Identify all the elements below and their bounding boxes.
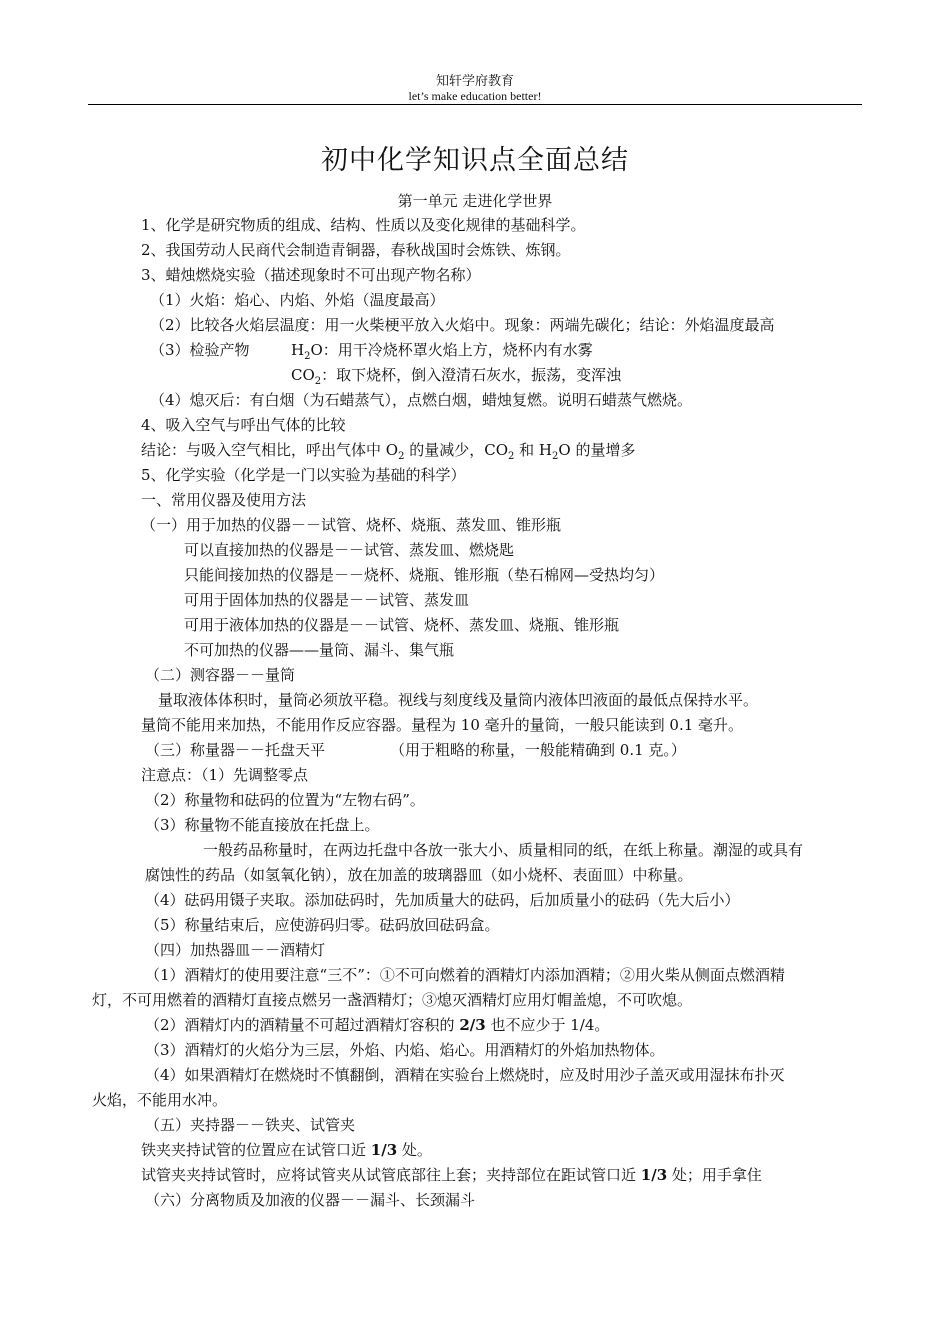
subsection-heading: （四）加热器皿－－酒精灯 — [145, 941, 326, 959]
text-segment: （3）检验产物 — [150, 341, 250, 359]
subscript: 2 — [552, 451, 559, 462]
bold-fraction: 1/3 — [370, 1141, 398, 1159]
text-line: （用于粗略的称量，一般能精确到 0.1 克。） — [390, 741, 686, 759]
text-line: （4）熄灭后：有白烟（为石蜡蒸气），点燃白烟，蜡烛复燃。说明石蜡蒸气燃烧。 — [150, 391, 693, 409]
text-line: （4）如果酒精灯在燃烧时不慎翻倒，酒精在实验台上燃烧时，应及时用沙子盖灭或用湿抹布扑灭 — [145, 1066, 785, 1084]
subscript: 2 — [508, 451, 515, 462]
text-line — [150, 340, 250, 360]
text-segment: 处；用手拿住 — [667, 1166, 762, 1184]
text-line: 只能间接加热的仪器是－－烧杯、烧瓶、锥形瓶（垫石棉网—受热均匀） — [184, 566, 665, 584]
subsection-heading: （六）分离物质及加液的仪器－－漏斗、长颈漏斗 — [145, 1191, 476, 1209]
text-line: （3）称量物不能直接放在托盘上。 — [145, 816, 380, 834]
header-rule — [88, 104, 862, 105]
document-title: 初中化学知识点全面总结 — [321, 145, 629, 176]
subsection-heading: （五）夹持器－－铁夹、试管夹 — [145, 1116, 356, 1134]
text-segment: O 的量增多 — [558, 441, 636, 459]
section-heading: 一、常用仪器及使用方法 — [141, 491, 307, 509]
subscript: 2 — [304, 351, 311, 362]
text-line — [141, 1140, 432, 1160]
text-line: 可以直接加热的仪器是－－试管、蒸发皿、燃烧匙 — [184, 541, 515, 559]
text-line: 火焰，不能用水冲。 — [92, 1091, 228, 1109]
text-line: 3、蜡烛燃烧实验（描述现象时不可出现产物名称） — [141, 266, 481, 284]
text-line: （2）称量物和砝码的位置为“左物右码”。 — [145, 791, 425, 809]
subscript: 2 — [314, 376, 322, 387]
text-segment: ：取下烧杯，倒入澄清石灰水，振荡，变浑浊 — [321, 366, 622, 384]
text-line: 不可加热的仪器——量筒、漏斗、集气瓶 — [184, 641, 455, 659]
text-segment: O：用干冷烧杯罩火焰上方，烧杯内有水雾 — [310, 341, 593, 359]
header-org: 知轩学府教育 — [435, 74, 514, 89]
text-line: 1、化学是研究物质的组成、结构、性质以及变化规律的基础科学。 — [141, 216, 586, 234]
text-line: 可用于固体加热的仪器是－－试管、蒸发皿 — [184, 591, 470, 609]
text-segment: （2）酒精灯内的酒精量不可超过酒精灯容积的 — [145, 1016, 460, 1034]
text-line — [145, 1015, 609, 1035]
bold-fraction: 1/3 — [640, 1166, 668, 1184]
text-segment: 试管夹夹持试管时，应将试管夹从试管底部往上套；夹持部位在距试管口近 — [141, 1166, 641, 1184]
text-line: 注意点：（1）先调整零点 — [141, 766, 309, 784]
text-line: 4、吸入空气与呼出气体的比较 — [141, 416, 346, 434]
text-line: 灯，不可用燃着的酒精灯直接点燃另一盏酒精灯；③熄灭酒精灯应用灯帽盖熄，不可吹熄。 — [92, 991, 693, 1009]
text-line: 2、我国劳动人民商代会制造青铜器，春秋战国时会炼铁、炼钢。 — [141, 241, 571, 259]
text-segment: 的量减少，CO — [404, 441, 508, 459]
subsection-heading: （三）称量器－－托盘天平 — [145, 741, 326, 759]
text-segment: 处。 — [397, 1141, 432, 1159]
text-line: （2）比较各火焰层温度：用一火柴梗平放入火焰中。现象：两端先碳化；结论：外焰温度最高 — [150, 316, 775, 334]
text-segment: H — [291, 341, 305, 359]
text-line — [141, 440, 635, 460]
text-line: 可用于液体加热的仪器是－－试管、烧杯、蒸发皿、烧瓶、锥形瓶 — [184, 616, 620, 634]
subsection-heading: （二）测容器－－量筒 — [145, 666, 296, 684]
text-line: 量筒不能用来加热，不能用作反应容器。量程为 10 毫升的量筒，一般只能读到 0.1 毫升。 — [141, 716, 744, 734]
subscript: 2 — [398, 451, 405, 462]
text-segment: 和 H — [514, 441, 552, 459]
text-line — [141, 1165, 762, 1185]
text-segment: CO — [291, 366, 315, 384]
text-line: （4）砝码用镊子夹取。添加砝码时，先加质量大的砝码，后加质量小的砝码（先大后小） — [145, 891, 740, 909]
unit-title: 第一单元 走进化学世界 — [397, 192, 553, 210]
text-line: （3）酒精灯的火焰分为三层，外焰、内焰、焰心。用酒精灯的外焰加热物体。 — [145, 1041, 665, 1059]
bold-fraction: 2/3 — [459, 1016, 486, 1034]
text-line: 一般药品称量时，在两边托盘中各放一张大小、质量相同的纸，在纸上称量。潮湿的或具有 — [203, 841, 804, 859]
text-segment: 也不应少于 1/4。 — [485, 1016, 610, 1034]
subsection-heading: （一）用于加热的仪器－－试管、烧杯、烧瓶、蒸发皿、锥形瓶 — [141, 516, 562, 534]
text-line: 5、化学实验（化学是一门以实验为基础的科学） — [141, 466, 466, 484]
text-line: （1）酒精灯的使用要注意“三不”：①不可向燃着的酒精灯内添加酒精；②用火柴从侧面点燃酒精 — [145, 966, 785, 984]
header-slogan: let’s make education better! — [408, 89, 542, 103]
text-segment: 铁夹夹持试管的位置应在试管口近 — [141, 1141, 371, 1159]
text-line: （1）火焰：焰心、内焰、外焰（温度最高） — [150, 291, 445, 309]
text-segment: 结论：与吸入空气相比，呼出气体中 O — [141, 441, 399, 459]
text-line: 腐蚀性的药品（如氢氧化钠），放在加盖的玻璃器皿（如小烧杯、表面皿）中称量。 — [145, 866, 693, 884]
text-line: 量取液体体积时，量筒必须放平稳。视线与刻度线及量筒内液体凹液面的最低点保持水平。 — [158, 691, 759, 709]
text-line: （5）称量结束后，应使游码归零。砝码放回砝码盒。 — [145, 916, 500, 934]
text-line — [291, 340, 593, 360]
text-line — [291, 365, 621, 385]
